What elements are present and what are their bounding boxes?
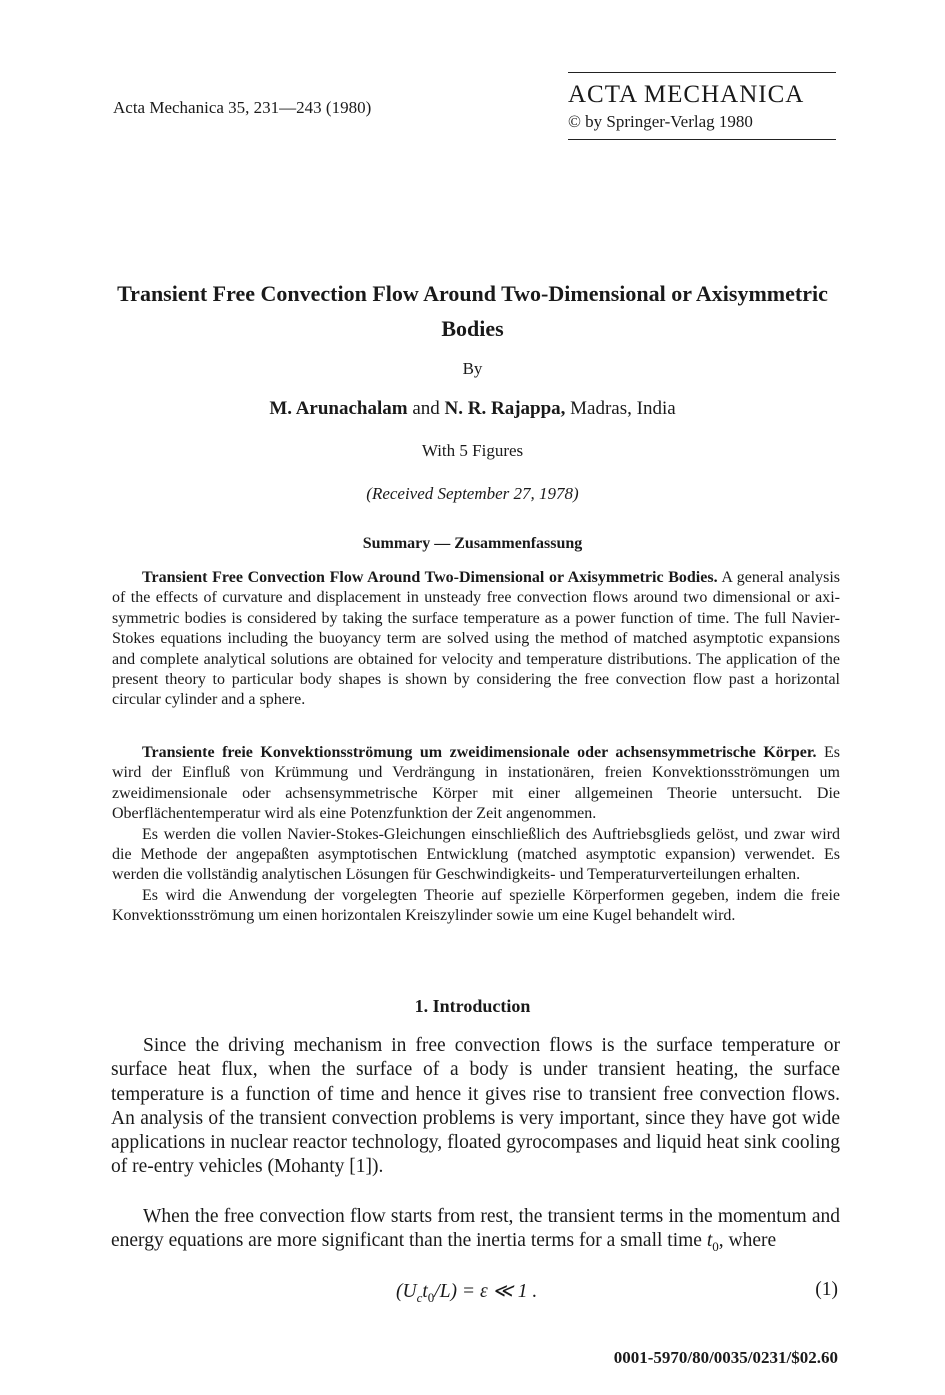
abstract-german xyxy=(112,743,840,927)
introduction-paragraph-1 xyxy=(111,1034,840,1180)
author-2: N. R. Rajappa, xyxy=(444,398,566,419)
body-paragraph xyxy=(111,1205,840,1259)
article-code: 0001-5970/80/0035/0231/$02.60 xyxy=(613,1348,838,1367)
eq-subscript-c: c xyxy=(416,1289,423,1305)
equation-expression xyxy=(396,1279,537,1306)
abstract-english-text: A general analysis of the effects of curvature and displacement in unsteady free convection flows around two dimensional or axi-symmetric bodies is considered by taking the surface temperature as a power function of time. The full Navier-Stokes equations including the buoyancy term are solved using the method of matched asymptotic expansions and complete analytical solutions are obtained for velocity and temperature distributions. The application of the present theory to particular body shapes is shown by considering the free convection flow past a horizontal circular cylinder and a sphere. xyxy=(112,569,841,709)
abstract-german-para-3: Es wird die Anwendung der vorgelegten Theorie auf spezielle Körperformen gegeben, indem die freie Konvektionsströmung um einen horizontalen Kreiszylinder sowie um eine Kugel behandelt wird. xyxy=(112,886,840,925)
byline-by: By xyxy=(462,359,483,378)
masthead-top-rule xyxy=(568,72,836,73)
article-title: Transient Free Convection Flow Around Two-Dimensional or Axisymmetric Bodies xyxy=(117,281,828,341)
author-location: Madras, India xyxy=(570,398,676,419)
paragraph-tail: , where xyxy=(718,1230,777,1252)
paragraph-text: When the free convection flow starts from rest, the transient terms in the momentum and energy equations are more significant than the inertia terms for a small time xyxy=(111,1206,840,1252)
journal-citation: Acta Mechanica 35, 231—243 (1980) xyxy=(113,98,372,117)
figure-count: With 5 Figures xyxy=(421,441,524,460)
eq-rest: /L) = ε ≪ 1 . xyxy=(434,1281,538,1302)
introduction-paragraph-2 xyxy=(111,1205,840,1259)
time-subscript: 0 xyxy=(712,1239,719,1255)
summary-heading: Summary — Zusammenfassung xyxy=(362,535,583,552)
journal-name: ACTA MECHANICA xyxy=(568,81,805,108)
journal-masthead xyxy=(568,72,836,140)
abstract-german-title: Transiente freie Konvektionsströmung um zweidimensionale oder achsensymmetrische Körper. xyxy=(142,744,817,761)
abstract-german-para-1 xyxy=(112,743,840,825)
equation-number: (1) xyxy=(815,1279,838,1300)
equation-1 xyxy=(111,1279,840,1305)
author-conjunction: and xyxy=(412,398,440,419)
eq-subscript-0: 0 xyxy=(427,1289,435,1305)
masthead-bottom-rule xyxy=(568,139,836,140)
abstract-english-title: Transient Free Convection Flow Around Two-Dimensional or Axisymmetric Bodies. xyxy=(142,569,718,586)
received-date: (Received September 27, 1978) xyxy=(366,484,579,503)
abstract-german-para-2: Es werden die vollen Navier-Stokes-Gleichungen einschließlich des Auftriebsglieds gelöst, und zwar wird die Methode der angepaßten asymptotischen Entwicklung (matched asymptotic expansion) verwendet. Es werden die vollständig analytischen Lösungen für Geschwindigkeits- und Temperaturverteilungen erhalten. xyxy=(112,825,840,884)
section-heading-introduction: 1. Introduction xyxy=(414,996,531,1016)
eq-t: t xyxy=(422,1281,428,1302)
author-line xyxy=(0,398,945,420)
body-paragraph: Since the driving mechanism in free convection flows is the surface temperature or surface heat flux, when the surface of a body is under transient heating, the surface temperature is a function of time and hence it gives rise to transient free convection flows. An analysis of the transient convection problems is very important, since they have got wide applications in nuclear reactor technology, floated gyrocompases and liquid heat sink cooling of re-entry vehicles (Mohanty [1]). xyxy=(111,1035,840,1178)
time-variable: t xyxy=(706,1230,713,1252)
author-1: M. Arunachalam xyxy=(269,398,408,419)
eq-open: (U xyxy=(396,1281,417,1302)
abstract-german-text-1: Es wird der Einfluß von Krümmung und Verdrängung in instationären, freien Konvektionsströmungen um zweidimensionale oder achsensymmetrische Körper mit einer allgemeinen Theorie untersucht. Die Oberflächentemperatur wird als eine Potenzfunktion der Zeit angenommen. xyxy=(112,744,840,823)
abstract-english xyxy=(112,568,840,711)
copyright-notice: © by Springer-Verlag 1980 xyxy=(568,112,753,131)
